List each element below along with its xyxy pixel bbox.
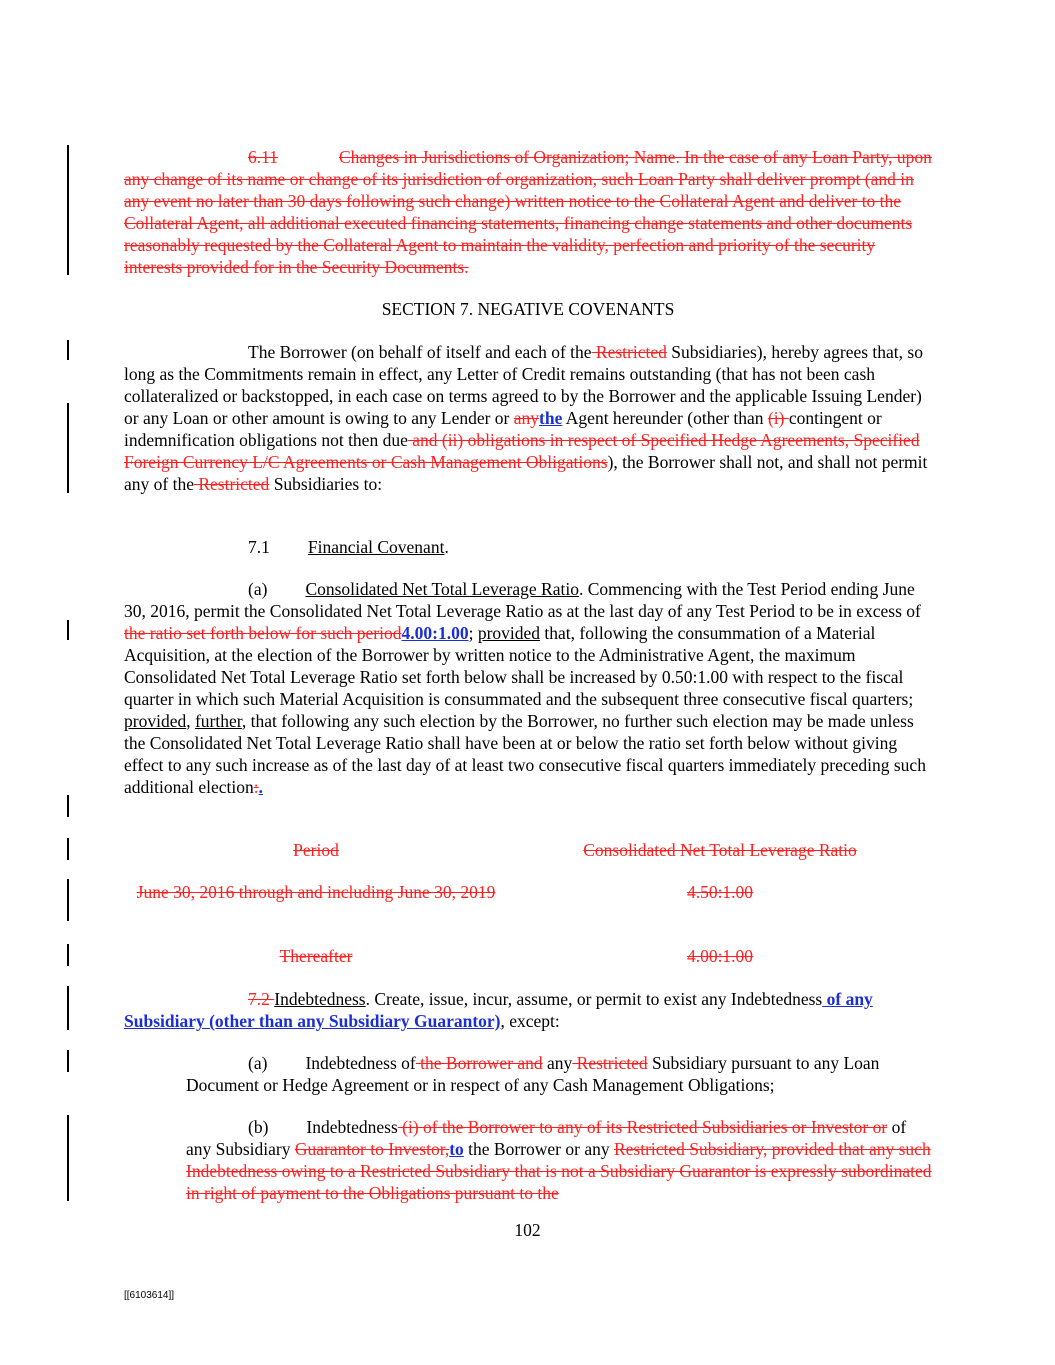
section-7-1-a: (a) Consolidated Net Total Leverage Ratio. Commencing with the Test Period ending June 30, 2016, permit the Consolidated Net Total Leverage Ratio as at the last day of any Test Period to be in excess of the ratio set forth below for such period4.00:1.00; provided that, following the consummation of a Material Acquisition, at the election of the Borrower by written notice to the Administrative Agent, the maximum Consolidated Net Total Leverage Ratio set forth below shall be increased by 0.50:1.00 with respect to the fiscal quarter in which such Material Acquisition is consummated and the subsequent three consecutive fiscal quarters; provided, further, that following any such election by the Borrower, no further such election may be made unless the Consolidated Net Total Leverage Ratio shall have been at or below the ratio set forth below without giving effect to any such increase as of the last day of at least two consecutive fiscal quarters immediately preceding such additional election:.	[124, 579, 926, 797]
section-7-2-b: (b) Indebtedness (i) of the Borrower to any of its Restricted Subsidiaries or Investor or of any Subsidiary Guarantor to Investor,to the Borrower or any Restricted Subsidiary, provided that any such Indebtedness owing to a Restricted Subsidiary that is not a Subsidiary Guarantor is expressly subordinated in right of payment to the Obligations pursuant to the	[186, 1117, 932, 1203]
section-6-11-body: In the case of any Loan Party, upon any change of its name or change of its jurisdiction of organization, such Loan Party shall deliver prompt (and in any event no later than 30 days following such change) written notice to the Collateral Agent and deliver to the Collateral Agent, all additional executed financing statements, financing change statements and other documents reasonably requested by the Collateral Agent to maintain the validity, perfection and priority of the security interests provided for in the Security Documents.	[124, 147, 932, 277]
change-bar	[67, 944, 69, 966]
change-bar	[67, 879, 69, 921]
section-7-1-title: Financial Covenant	[307, 537, 445, 557]
clause-label: (a)	[248, 579, 268, 599]
clause-label: (a)	[248, 1053, 268, 1073]
section-6-11-number: 6.11	[248, 147, 278, 167]
section-7-2: 7.2 Indebtedness. Create, issue, incur, assume, or permit to exist any Indebtedness of any Subsidiary (other than any Subsidiary Guarantor), except:	[124, 989, 873, 1031]
page-number: 102	[514, 1220, 541, 1240]
clause-label: (b)	[248, 1117, 269, 1137]
table-header-period: Period	[293, 840, 339, 860]
section-7-1-number: 7.1	[248, 537, 270, 557]
section-7-2-title: Indebtedness	[274, 989, 366, 1009]
change-bar	[67, 1115, 69, 1201]
change-bar	[67, 838, 69, 860]
change-bar	[67, 145, 69, 275]
section-6-11: 6.11 Changes in Jurisdictions of Organization; Name. In the case of any Loan Party, upon any change of its name or change of its jurisdiction of organization, such Loan Party shall deliver prompt (and in any event no later than 30 days following such change) written notice to the Collateral Agent and deliver to the Collateral Agent, all additional executed financing statements, financing change statements and other documents reasonably requested by the Collateral Agent to maintain the validity, perfection and priority of the security interests provided for in the Security Documents.	[124, 147, 932, 277]
section-7-1-heading: 7.1 Financial Covenant.	[248, 537, 449, 557]
document-id: [[6103614]]	[124, 1290, 175, 1301]
change-bar	[67, 620, 69, 640]
change-bar	[67, 403, 69, 493]
section-7-intro: The Borrower (on behalf of itself and each of the Restricted Subsidiaries), hereby agrees that, so long as the Commitments remain in effect, any Letter of Credit remains outstanding (that has not been cash collateralized or backstopped, in each case on terms agreed to by the Borrower and the applicable Issuing Lender) or any Loan or other amount is owing to any Lender or anythe Agent hereunder (other than (i) contingent or indemnification obligations not then due and (ii) obligations in respect of Specified Hedge Agreements, Specified Foreign Currency L/C Agreements or Cash Management Obligations), the Borrower shall not, and shall not permit any of the Restricted Subsidiaries to:	[124, 342, 928, 494]
change-bar	[67, 986, 69, 1030]
section-6-11-title: Changes in Jurisdictions of Organization; Name	[338, 147, 676, 167]
table-cell: Thereafter	[279, 946, 353, 966]
change-bar	[67, 795, 69, 817]
table-header-ratio: Consolidated Net Total Leverage Ratio	[583, 840, 857, 860]
section-7-2-a: (a) Indebtedness of the Borrower and any Restricted Subsidiary pursuant to any Loan Document or Hedge Agreement or in respect of any Cash Management Obligations;	[186, 1053, 880, 1095]
clause-title: Consolidated Net Total Leverage Ratio	[305, 579, 579, 599]
change-bar	[67, 1050, 69, 1072]
table-cell: 4.00:1.00	[686, 946, 754, 966]
section-7-heading: SECTION 7. NEGATIVE COVENANTS	[381, 299, 675, 319]
change-bar	[67, 340, 69, 360]
table-cell: June 30, 2016 through and including June 30, 2019	[136, 882, 496, 902]
table-cell: 4.50:1.00	[686, 882, 754, 902]
